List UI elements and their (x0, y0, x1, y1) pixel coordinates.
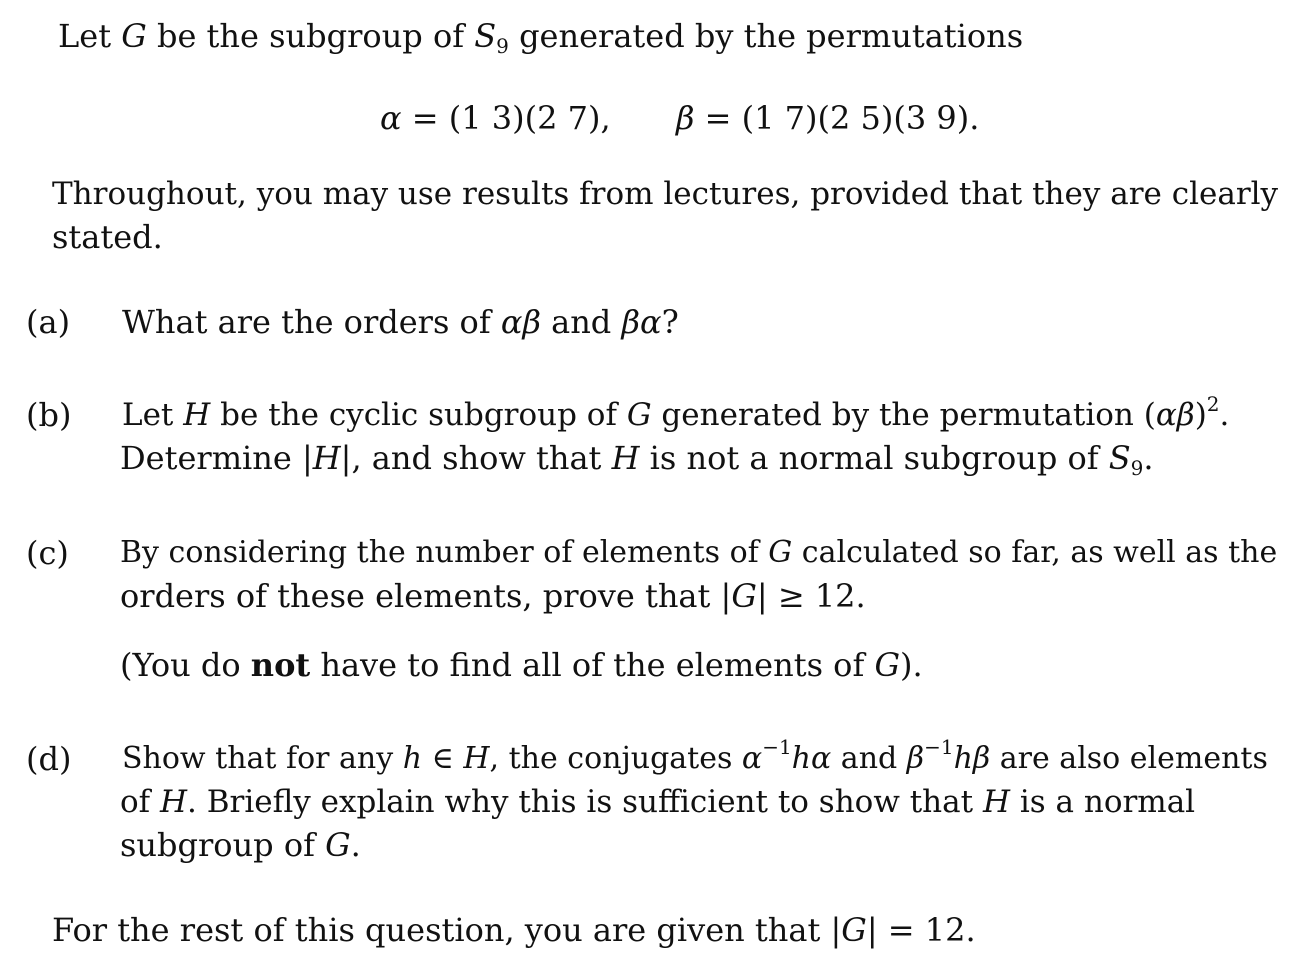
part-b-line-2 (120, 436, 1154, 480)
symbol-h: h (402, 741, 423, 776)
subscript: 9 (496, 34, 509, 58)
superscript: −1 (924, 735, 954, 759)
symbol-G: G (874, 646, 901, 684)
text: By considering the number of elements of (120, 535, 769, 570)
text: of (120, 784, 160, 820)
text: (You do (120, 646, 251, 684)
throughout-line-2: stated. (52, 218, 163, 256)
text: and (540, 303, 622, 341)
text: | = 12. (866, 911, 976, 949)
symbol-H: H (982, 784, 1010, 820)
text: = (1 3)(2 7), (401, 99, 611, 137)
text: and (831, 741, 907, 776)
text: For the rest of this question, you are given that | (52, 911, 842, 949)
text: ? (661, 303, 679, 341)
symbol-ab: αβ (1155, 397, 1195, 433)
text: generated by the permutations (508, 17, 1024, 55)
text: Show that for any (122, 741, 403, 776)
text: Determine | (120, 439, 313, 477)
alpha-definition (380, 96, 611, 140)
symbol-G: G (121, 17, 147, 55)
text: Let (122, 397, 184, 433)
text: ). (900, 646, 923, 684)
part-c-line-2 (120, 574, 866, 618)
part-d-line-1 (122, 737, 1268, 781)
symbol-ab: αβ (500, 303, 541, 341)
text: is not a normal subgroup of (639, 439, 1109, 477)
part-c-line-1 (120, 531, 1277, 575)
part-b-line-1 (122, 393, 1229, 437)
text: subgroup of (120, 826, 326, 864)
text: are also elements (990, 741, 1268, 776)
text: . Briefly explain why this is sufficient to show that (187, 784, 983, 820)
text: . (1143, 439, 1154, 477)
symbol-alpha: α (741, 741, 763, 776)
symbol-h-alpha: hα (791, 741, 832, 776)
part-c-label: (c) (26, 534, 69, 572)
symbol-G: G (731, 577, 757, 615)
text: What are the orders of (122, 303, 501, 341)
symbol-alpha: α (380, 99, 402, 137)
symbol-G: G (626, 397, 652, 433)
symbol-S: S (474, 17, 497, 55)
text: be the subgroup of (146, 17, 475, 55)
symbol-S: S (1108, 439, 1131, 477)
symbol-ba: βα (621, 303, 662, 341)
emphasis: not (250, 646, 311, 684)
text: generated by the permutation ( (651, 397, 1156, 433)
footer-line (52, 908, 976, 952)
text: ) (1194, 397, 1207, 433)
part-d-line-3 (120, 823, 361, 867)
part-c-note (120, 643, 923, 687)
symbol-G: G (768, 535, 793, 570)
symbol-H: H (183, 397, 211, 433)
text: orders of these elements, prove that | (120, 577, 732, 615)
symbol-H: H (463, 741, 490, 776)
subscript: 9 (1130, 456, 1144, 480)
text: | ≥ 12. (756, 577, 866, 615)
superscript: −1 (762, 735, 792, 759)
symbol-beta: β (906, 741, 925, 776)
text: . (1219, 397, 1230, 433)
text: ∈ (422, 741, 464, 776)
symbol-G: G (325, 826, 351, 864)
symbol-h-beta: hβ (953, 741, 991, 776)
symbol-H: H (160, 784, 188, 820)
symbol-G: G (841, 911, 867, 949)
part-a-text (122, 300, 679, 344)
text: Let (58, 17, 122, 55)
part-a-label: (a) (26, 303, 71, 341)
superscript: 2 (1206, 392, 1220, 416)
symbol-H: H (312, 439, 341, 477)
part-d-label: (d) (26, 740, 72, 778)
text: |, and show that (340, 439, 612, 477)
part-b-label: (b) (26, 396, 72, 434)
text: be the cyclic subgroup of (210, 397, 627, 433)
symbol-beta: β (676, 99, 695, 137)
beta-definition (676, 96, 979, 140)
throughout-line-1: Throughout, you may use results from lectures, provided that they are clearly (52, 176, 1279, 212)
text: is a normal (1009, 784, 1196, 820)
text: , the conjugates (489, 741, 742, 776)
text: = (1 7)(2 5)(3 9). (694, 99, 980, 137)
text: . (350, 826, 361, 864)
text: calculated so far, as well as the (792, 535, 1278, 570)
symbol-H: H (611, 439, 640, 477)
intro-line (58, 14, 1023, 58)
text: have to find all of the elements of (310, 646, 875, 684)
part-d-line-2 (120, 780, 1195, 824)
